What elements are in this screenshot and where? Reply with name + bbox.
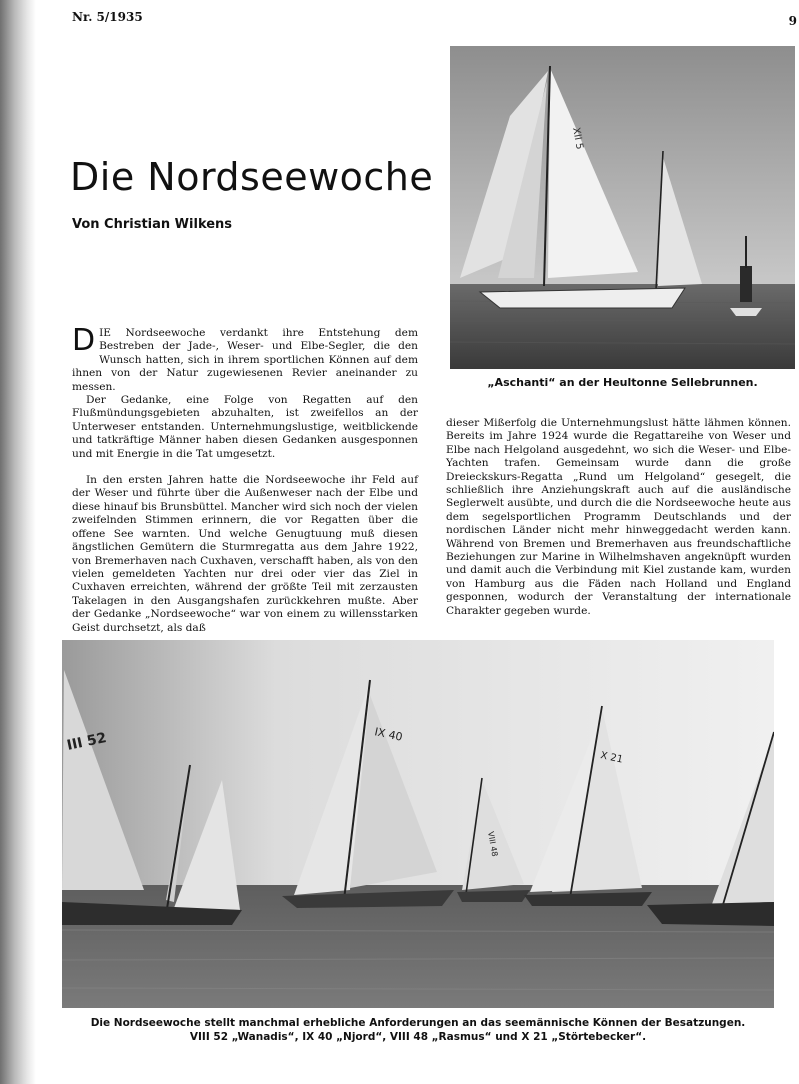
photo-regatta [62, 640, 774, 1008]
paragraph-1-text: IE Nordseewoche verdankt ihre Entstehung dem Bestreben der Jade-, Weser- und Elbe-Segler, die den Wunsch hatten, sich in ihrem sportlichen Können auf dem ihnen von der Natur zugewiesenen Revier aneinander zu messen. [72, 327, 418, 393]
photo-aschanti [450, 46, 795, 369]
sail-number-d: X 21 [599, 750, 624, 766]
article-title: Die Nordseewoche [70, 155, 434, 199]
photo-caption-regatta-line-1: Die Nordseewoche stellt manchmal erhebliche Anforderungen an das seemännische Können der Besatzungen. [90, 1017, 746, 1029]
paragraph-intro [72, 323, 418, 394]
paragraph-4: dieser Mißerfolg die Unternehmungslust hätte lähmen können. Bereits im Jahre 1924 wurde die Regattareihe von Weser und Elbe nach Helgoland ausgedehnt, wo sich die Weser- und Elbe-Yachten trafen. Gemeinsam wurde dann die große Dreieckskurs-Regatta „Rund um Helgoland“ gesegelt, die schließlich ihre Anziehungskraft auch auf die ausländische Seglerwelt ausübte, und durch die die Nordseewoche heute aus dem segelsportlichen Programm Deutschlands und der nordischen Länder nicht mehr hinweggedacht werden kann. Während von Bremen und Bremerhaven aus freundschaftliche Beziehungen zur Marine in Wilhelmshaven angeknüpft wurden und damit auch die Verbindung mit Kiel zustande kam, wurden von Hamburg aus die Fäden nach Holland und England gesponnen, wodurch der Veranstaltung der internationale Charakter gegeben wurde. [446, 417, 791, 617]
page-gutter-shadow [0, 0, 36, 1084]
article-column-right [446, 417, 791, 618]
regatta-photo-image [62, 640, 774, 1008]
sail-number-a: III 52 [65, 729, 108, 754]
photo-caption-aschanti: „Aschanti“ an der Heultonne Sellebrunnen. [487, 376, 758, 389]
sail-number-b: IX 40 [373, 725, 404, 744]
issue-number: Nr. 5/1935 [72, 10, 143, 24]
sail-number-top: XII 5 [570, 126, 585, 151]
paragraph-2: Der Gedanke, eine Folge von Regatten auf den Flußmündungsgebieten abzuhalten, ist zweifellos an der Unterweser entstanden. Unternehmungslustige, weitblickende und tatkräftige Männer haben diesen Gedanken ausgesponnen und mit Energie in die Tat umgesetzt. [72, 394, 418, 460]
article-byline: Von Christian Wilkens [72, 217, 233, 232]
dropcap-letter: D [72, 323, 96, 358]
photo-caption-regatta-line-2: VIII 52 „Wanadis“, IX 40 „Njord“, VIII 48 „Rasmus“ und X 21 „Störtebecker“. [189, 1031, 647, 1043]
page-number: 9 [788, 14, 797, 28]
sail-number-c: VIII 48 [486, 830, 500, 858]
photo-caption-regatta [62, 1016, 774, 1044]
paragraph-3: In den ersten Jahren hatte die Nordseewoche ihr Feld auf der Weser und führte über die Außenweser nach der Elbe und diese hinauf bis Brunsbüttel. Mancher wird sich noch der vielen zweifelnden Stimmen erinnern, die vor Regatten über die offene See warnten. Und welche Genugtuung muß diesen ängstlichen Gemütern die Sturmregatta aus dem Jahre 1922, von Bremerhaven nach Cuxhaven, verschafft haben, als von den vielen gemeldeten Yachten nur drei oder vier das Ziel in Cuxhaven erreichten, während der größte Teil mit zerzausten Takelagen in den Ausgangshafen zurückkehren mußte. Aber der Gedanke „Nordseewoche“ war von einem zu willensstarken Geist durchsetzt, als daß [72, 474, 418, 634]
sailboat-photo-image [450, 46, 795, 369]
article-column-left [72, 323, 418, 635]
